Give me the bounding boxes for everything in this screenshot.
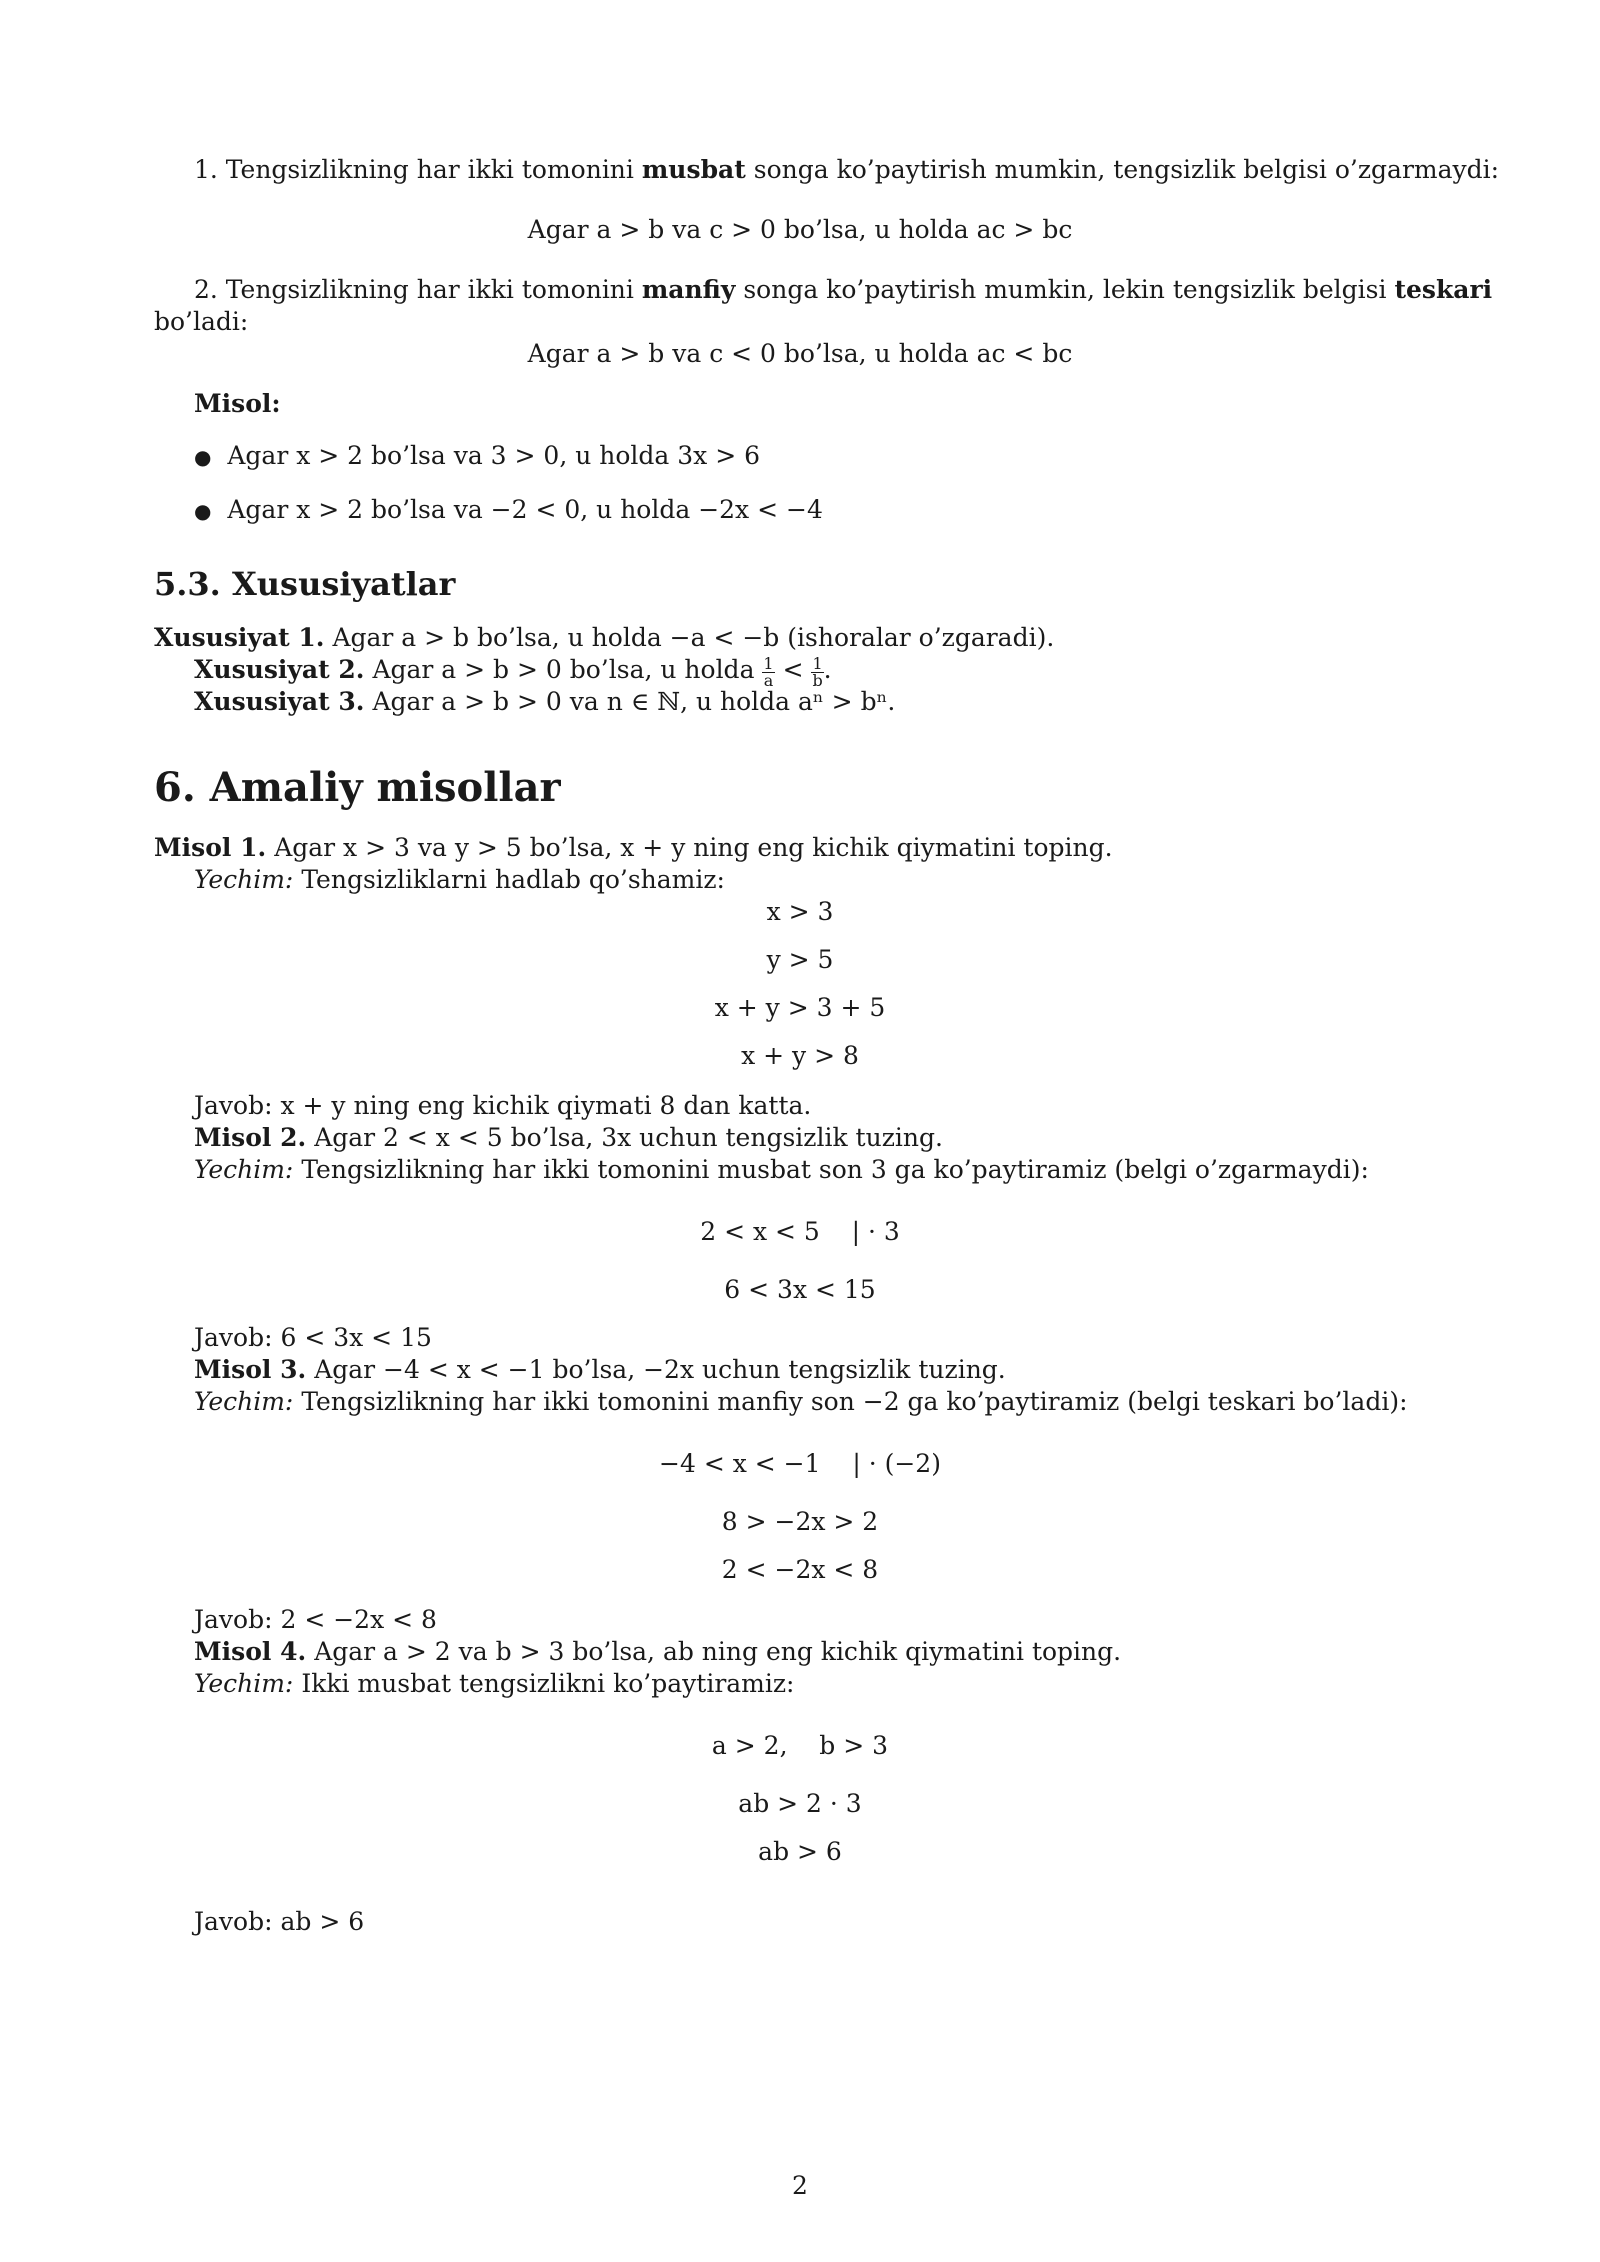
page-number: 2 xyxy=(792,2171,808,2200)
bullet-icon: ● xyxy=(194,499,212,523)
example-4-solution-text: Ikki musbat tengsizlikni ko’paytiramiz: xyxy=(301,1669,795,1698)
example-2-solution xyxy=(194,1154,1369,1187)
section-6-title: 6. Amaliy misollar xyxy=(154,764,561,811)
example-3-eq-1: −4 < x < −1 | · (−2) xyxy=(659,1449,941,1478)
property-1-label: Xususiyat 1. xyxy=(154,623,325,652)
example-1-solution xyxy=(194,864,725,897)
example-2-answer: Javob: 6 < 3x < 15 xyxy=(194,1323,432,1352)
property-2 xyxy=(194,654,832,689)
fraction-1-over-b: $\frac{1}{b}$ xyxy=(812,654,823,690)
example-2-solution-text: Tengsizlikning har ikki tomonini musbat son 3 ga ko’paytiramiz (belgi o’zgarmaydi): xyxy=(301,1155,1369,1184)
property-1-text: Agar a > b bo’lsa, u holda −a < −b (ishoralar o’zgaradi). xyxy=(332,623,1055,652)
solution-label: Yechim: xyxy=(194,1387,294,1416)
example-4-text: Agar a > 2 va b > 3 bo’lsa, ab ning eng kichik qiymatini toping. xyxy=(314,1637,1122,1666)
example-4-eq-2: ab > 2 · 3 xyxy=(738,1789,862,1818)
property-2-relation: < xyxy=(782,655,804,684)
property-2-label: Xususiyat 2. xyxy=(194,655,365,684)
example-1-eq-2: y > 5 xyxy=(766,945,834,974)
example-1-solution-text: Tengsizliklarni hadlab qo’shamiz: xyxy=(301,865,725,894)
example-3-eq-3: 2 < −2x < 8 xyxy=(721,1555,879,1584)
example-4 xyxy=(194,1636,1121,1669)
bullet-icon: ● xyxy=(194,445,212,469)
example-2-text: Agar 2 < x < 5 bo’lsa, 3x uchun tengsizlik tuzing. xyxy=(314,1123,943,1152)
solution-label: Yechim: xyxy=(194,1155,294,1184)
solution-label: Yechim: xyxy=(194,1669,294,1698)
property-2-text: Agar a > b > 0 bo’lsa, u holda xyxy=(372,655,755,684)
example-1 xyxy=(154,832,1113,865)
fraction-1-over-a: $\frac{1}{a}$ xyxy=(763,654,774,690)
rule-2-continuation: bo’ladi: xyxy=(154,307,249,336)
example-1-text: Agar x > 3 va y > 5 bo’lsa, x + y ning eng kichik qiymatini toping. xyxy=(274,833,1113,862)
example-2-label: Misol 2. xyxy=(194,1123,307,1152)
example-1-eq-1: x > 3 xyxy=(766,897,834,926)
rule-2-text-a: 2. Tengsizlikning har ikki tomonini xyxy=(194,275,642,304)
example-4-eq-3: ab > 6 xyxy=(758,1837,842,1866)
example-3-solution xyxy=(194,1386,1408,1419)
example-1-eq-4: x + y > 8 xyxy=(741,1041,859,1070)
example-4-solution xyxy=(194,1668,794,1701)
property-3-label: Xususiyat 3. xyxy=(194,687,365,716)
example-3-answer: Javob: 2 < −2x < 8 xyxy=(194,1605,437,1634)
rule-2 xyxy=(154,274,1493,307)
property-2-end: . xyxy=(823,655,832,684)
rule-1-text-a: 1. Tengsizlikning har ikki tomonini xyxy=(194,155,642,184)
rule-1-bold: musbat xyxy=(641,155,746,184)
rule-2-equation: Agar a > b va c < 0 bo’lsa, u holda ac < bc xyxy=(527,339,1073,368)
example-2 xyxy=(194,1122,943,1155)
example-3-label: Misol 3. xyxy=(194,1355,307,1384)
example-3-solution-text: Tengsizlikning har ikki tomonini manfiy son −2 ga ko’paytiramiz (belgi teskari bo’ladi): xyxy=(301,1387,1408,1416)
misol-label: Misol: xyxy=(194,389,281,418)
example-2-eq-1: 2 < x < 5 | · 3 xyxy=(700,1217,900,1246)
rule-1-equation: Agar a > b va c > 0 bo’lsa, u holda ac > bc xyxy=(527,215,1073,244)
rule-2-bold: manfiy xyxy=(641,275,736,304)
bullet-text-1: Agar x > 2 bo’lsa va 3 > 0, u holda 3x > 6 xyxy=(227,441,761,470)
bullet-item-1 xyxy=(194,440,760,473)
example-2-eq-2: 6 < 3x < 15 xyxy=(724,1275,876,1304)
example-1-label: Misol 1. xyxy=(154,833,267,862)
bullet-text-2: Agar x > 2 bo’lsa va −2 < 0, u holda −2x < −4 xyxy=(227,495,823,524)
solution-label: Yechim: xyxy=(194,865,294,894)
property-3 xyxy=(194,686,895,719)
example-3-text: Agar −4 < x < −1 bo’lsa, −2x uchun tengsizlik tuzing. xyxy=(314,1355,1006,1384)
example-3-eq-2: 8 > −2x > 2 xyxy=(721,1507,879,1536)
rule-2-text-b: songa ko’paytirish mumkin, lekin tengsizlik belgisi xyxy=(735,275,1395,304)
example-1-answer: Javob: x + y ning eng kichik qiymati 8 dan katta. xyxy=(194,1091,812,1120)
bullet-item-2 xyxy=(194,494,823,527)
example-1-eq-3: x + y > 3 + 5 xyxy=(714,993,886,1022)
example-4-label: Misol 4. xyxy=(194,1637,307,1666)
rule-2-bold-2: teskari xyxy=(1394,275,1493,304)
example-4-answer: Javob: ab > 6 xyxy=(194,1907,365,1936)
property-3-text: Agar a > b > 0 va n ∈ ℕ, u holda aⁿ > bⁿ. xyxy=(372,687,896,716)
section-5-3-title: 5.3. Xususiyatlar xyxy=(154,565,456,603)
example-4-eq-1: a > 2, b > 3 xyxy=(711,1731,889,1760)
rule-1-text-b: songa ko’paytirish mumkin, tengsizlik belgisi o’zgarmaydi: xyxy=(745,155,1500,184)
property-1 xyxy=(154,622,1054,655)
example-3 xyxy=(194,1354,1006,1387)
rule-1 xyxy=(194,154,1499,187)
